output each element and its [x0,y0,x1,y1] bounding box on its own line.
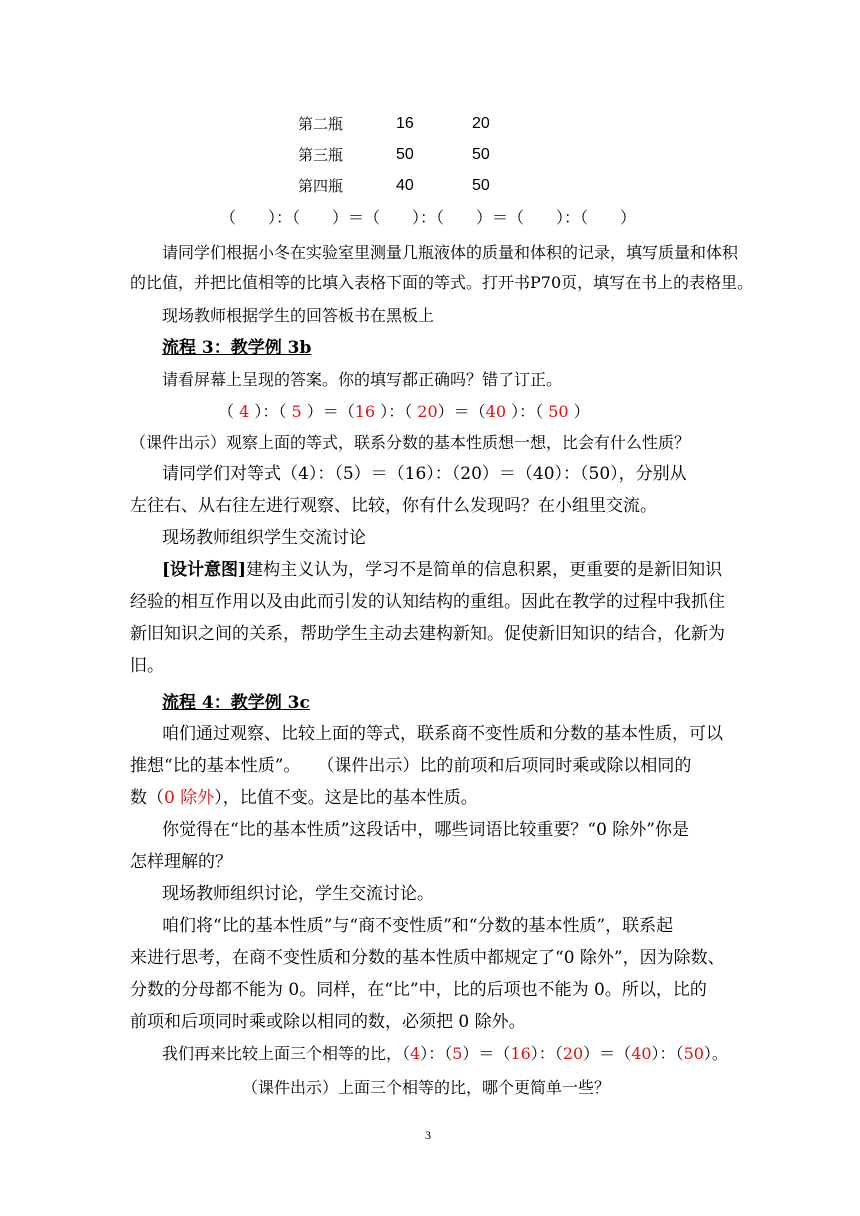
answer-equation: （ 4 ）：（ 5 ）＝（16 ）：（ 20）＝（40 ）：（ 50 ） [218,402,590,421]
paragraph: （课件出示）上面三个相等的比，哪个更简单一些？ [242,1078,611,1097]
blank-equation: （ ）：（ ）＝（ ）：（ ）＝（ ）：（ ） [220,208,637,227]
paragraph: 左往右、从右往左进行观察、比较，你有什么发现吗？在小组里交流。 [130,496,657,516]
answer-value: 16 [354,402,376,421]
answer-value: 50 [548,402,569,421]
row-mass: 16 [396,115,414,132]
paragraph: 我们再来比较上面三个相等的比，（4）：（5）＝（16）：（20）＝（40）：（50）。 [162,1044,728,1063]
paragraph: 请同学们对等式（4）：（5）＝（16）：（20）＝（40）：（50），分别从 [162,464,687,484]
paragraph: 旧。 [130,656,164,676]
row-label: 第二瓶 [298,115,344,133]
row-volume: 20 [472,115,490,132]
paragraph: 新旧知识之间的关系，帮助学生主动去建构新知。促使新旧知识的结合，化新为 [130,624,725,644]
row-label: 第三瓶 [298,146,344,164]
highlight-text: 0 除外 [164,788,215,808]
row-mass: 40 [396,177,414,194]
paragraph: 前项和后项同时乘或除以相同的数，必须把 0 除外。 [130,1012,526,1032]
paragraph: 你觉得在“比的基本性质”这段话中，哪些词语比较重要？“0 除外”你是 [162,820,689,840]
answer-value: 5 [291,402,302,421]
table-row [298,144,490,166]
paragraph: 现场教师组织学生交流讨论 [162,528,366,548]
paragraph: 咱们通过观察、比较上面的等式，联系商不变性质和分数的基本性质，可以 [162,724,723,744]
paragraph: 数（0 除外），比值不变。这是比的基本性质。 [130,788,478,808]
paragraph: 现场教师根据学生的回答板书在黑板上 [162,306,435,325]
answer-value: 16 [510,1044,531,1063]
design-intent: [设计意图]建构主义认为，学习不是简单的信息积累，更重要的是新旧知识 [162,560,723,580]
paragraph: 的比值，并把比值相等的比填入表格下面的等式。打开书P70页，填写在书上的表格里。 [130,273,754,292]
section-title: 流程 4：教学例 3c [162,693,310,713]
row-volume: 50 [472,177,490,194]
row-label: 第四瓶 [298,177,344,195]
paragraph: 推想“比的基本性质”。 （课件出示）比的前项和后项同时乘或除以相同的 [130,756,692,776]
answer-value: 20 [417,402,438,421]
paragraph: （课件出示）观察上面的等式，联系分数的基本性质想一想，比会有什么性质？ [130,433,691,452]
paragraph: 怎样理解的？ [130,852,232,872]
paragraph: 请看屏幕上呈现的答案。你的填写都正确吗？错了订正。 [162,370,563,389]
table-row [298,113,490,135]
page-number: 3 [425,1128,431,1142]
answer-value: 4 [410,1044,421,1063]
paragraph: 来进行思考，在商不变性质和分数的基本性质中都规定了“0 除外”，因为除数、 [130,948,725,968]
paragraph: 现场教师组织讨论，学生交流讨论。 [162,884,434,904]
answer-value: 50 [683,1044,704,1063]
paragraph: 分数的分母都不能为 0。同样，在“比”中，比的后项也不能为 0。所以，比的 [130,980,707,1000]
paragraph: 咱们将“比的基本性质”与“商不变性质”和“分数的基本性质”，联系起 [162,916,674,936]
answer-value: 20 [562,1044,584,1063]
answer-value: 40 [485,402,507,421]
paragraph: 经验的相互作用以及由此而引发的认知结构的重组。因此在教学的过程中我抓住 [130,592,725,612]
section-title: 流程 3：教学例 3b [162,338,312,358]
answer-value: 5 [452,1044,463,1063]
design-tag: [设计意图] [162,560,247,580]
answer-value: 4 [239,402,250,421]
row-mass: 50 [396,146,414,163]
row-volume: 50 [472,146,490,163]
answer-value: 40 [631,1044,652,1063]
paragraph: 请同学们根据小冬在实验室里测量几瓶液体的质量和体积的记录，填写质量和体积 [162,243,739,262]
table-row [298,175,490,197]
